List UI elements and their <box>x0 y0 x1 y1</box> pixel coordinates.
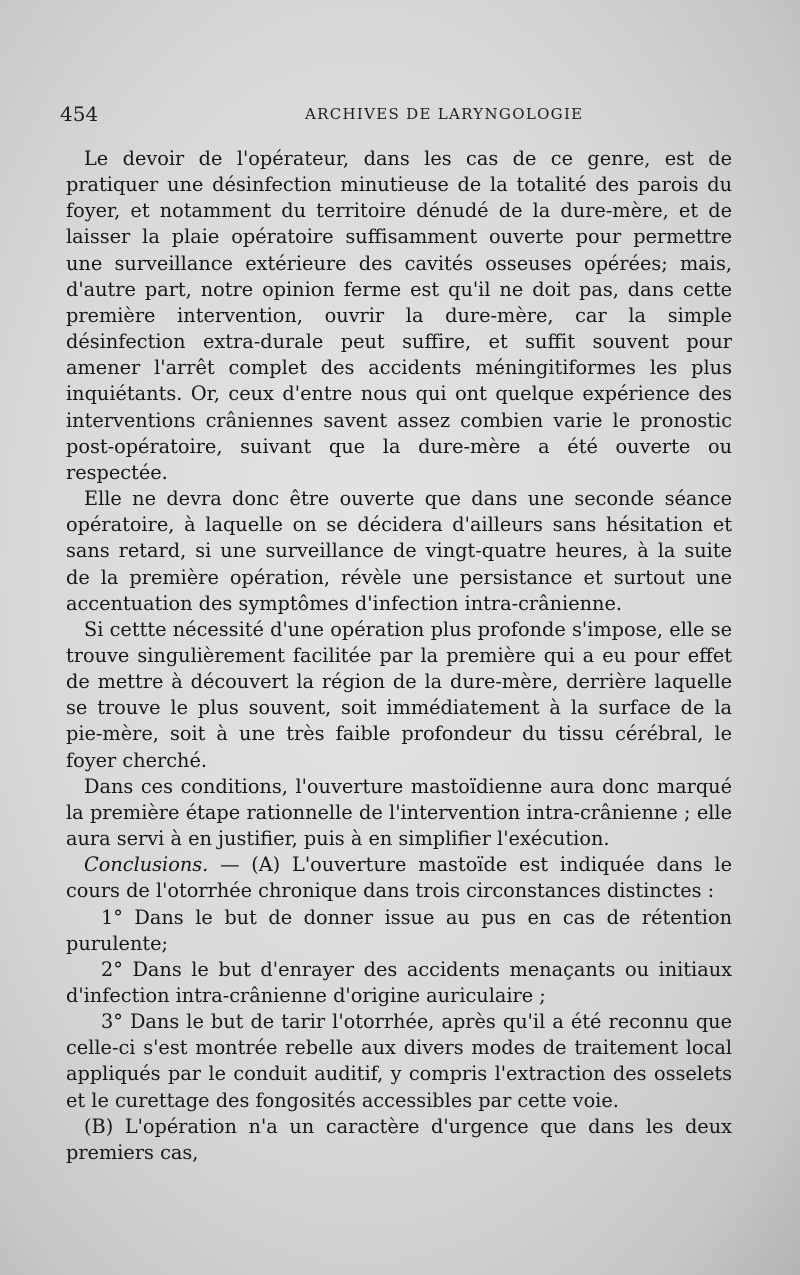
paragraph: Si cettte nécessité d'une opération plus profonde s'impose, elle se trouve singulièrement facilitée par la première qui a eu pour effet de mettre à découvert la région de la dure-mère, derrière laquelle se trouve le plus souvent, soit immédiatement à la surface de la pie-mère, soit à une très faible profondeur du tissu cérébral, le foyer cherché. <box>66 617 732 772</box>
running-header <box>60 100 735 130</box>
conclusion-item: 1° Dans le but de donner issue au pus en cas de rétention purulente; <box>66 905 732 955</box>
conclusions-paragraph <box>66 852 732 904</box>
paragraph: Elle ne devra donc être ouverte que dans une seconde séance opératoire, à laquelle on se décidera d'ailleurs sans hésitation et sans retard, si une surveillance de vingt-quatre heures, à la suite de la première opération, révèle une persistance et surtout une accentuation des symptômes d'infection intra-crânienne. <box>66 487 732 615</box>
body-text <box>66 146 732 1166</box>
page-number: 454 <box>60 102 99 126</box>
running-title: ARCHIVES DE LARYNGOLOGIE <box>305 105 584 123</box>
conclusion-item: 2° Dans le but d'enrayer des accidents menaçants ou initiaux d'infection intra-crânienne d'origine auriculaire ; <box>66 957 732 1007</box>
paragraph: Le devoir de l'opérateur, dans les cas de ce genre, est de pratiquer une désinfection minutieuse de la totalité des parois du foyer, et notamment du territoire dénudé de la dure-mère, et de laisser la plaie opératoire suffisamment ouverte pour permettre une surveillance extérieure des cavités osseuses opérées; mais, d'autre part, notre opinion ferme est qu'il ne doit pas, dans cette première intervention, ouvrir la dure-mère, car la simple désinfection extra-durale peut suffire, et suffit souvent pour amener l'arrêt complet des accidents méningitiformes les plus inquiétants. Or, ceux d'entre nous qui ont quelque expérience des interventions crâniennes savent assez combien varie le pronostic post-opératoire, suivant que la dure-mère a été ouverte ou respectée. <box>66 147 732 484</box>
conclusions-label: Conclusions. <box>84 853 209 877</box>
conclusion-item: 3° Dans le but de tarir l'otorrhée, après qu'il a été reconnu que celle-ci s'est montrée rebelle aux divers modes de traitement local appliqués par le conduit auditif, y compris l'extraction des osselets et le curettage des fongosités accessibles par cette voie. <box>66 1010 732 1112</box>
paragraph: Dans ces conditions, l'ouverture mastoïdienne aura donc marqué la première étape rationnelle de l'intervention intra-crânienne ; elle aura servi à en justifier, puis à en simplifier l'exécution. <box>66 774 732 851</box>
conclusion-final: (B) L'opération n'a un caractère d'urgence que dans les deux premiers cas, <box>66 1114 732 1164</box>
conclusions-intro: — (A) L'ouverture mastoïde est indiquée dans le cours de l'otorrhée chronique dans trois circonstances distinctes : <box>66 853 732 903</box>
